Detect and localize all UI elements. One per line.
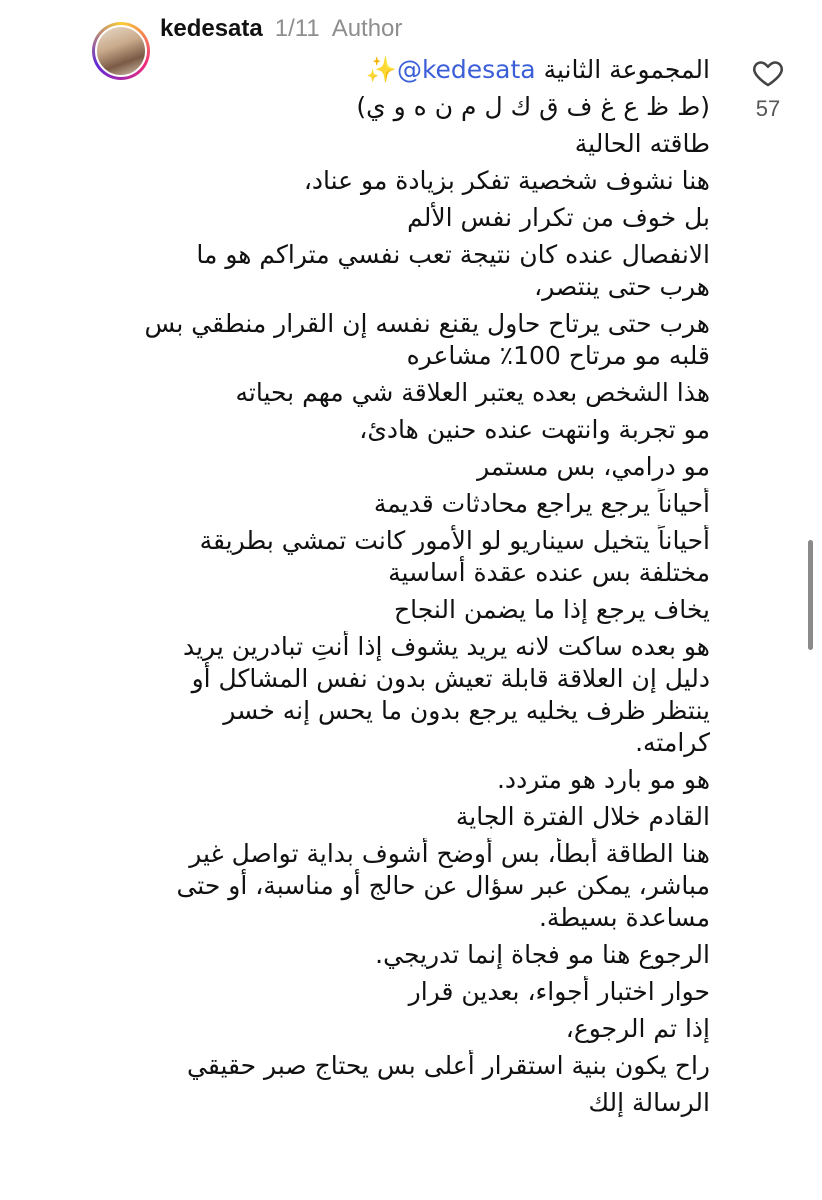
comment-line: هنا الطاقة أبطأ، بس أوضح أشوف بداية تواصل غير (189, 839, 710, 868)
comment-line: هرب حتى ينتصر، (534, 272, 710, 301)
comment-line: (ط ظ ع غ ف ق ك ل م ن ه و ي) (356, 92, 710, 121)
author-badge: Author (331, 15, 403, 42)
comment-line: هو مو بارد هو متردد. (496, 765, 710, 794)
comment-line: قلبه مو مرتاح 100٪ مشاعره (406, 341, 710, 370)
comment-line: حوار اختبار أجواء، بعدين قرار (408, 977, 710, 1006)
comment-paragraph (100, 594, 710, 626)
comment-line: الرسالة إلك (588, 1088, 710, 1117)
comment-paragraph (100, 165, 710, 197)
author-username[interactable]: kedesata (160, 15, 263, 42)
comment-paragraph (100, 414, 710, 446)
comment-line: هو بعده ساكت لانه يريد يشوف إذا أنتِ تبادرين يريد (182, 632, 710, 661)
scrollbar[interactable] (808, 540, 813, 650)
comment-line: راح يكون بنية استقرار أعلى بس يحتاج صبر حقيقي (186, 1051, 710, 1080)
comment-line: مباشر، يمكن عبر سؤال عن حالج أو مناسبة، أو حتى (176, 871, 710, 900)
comment-line: إذا تم الرجوع، (565, 1014, 710, 1043)
comment-paragraph (100, 939, 710, 971)
comment-paragraph (100, 239, 710, 303)
like-area (740, 56, 796, 122)
comment-paragraph (100, 488, 710, 520)
sparkle-icon: ✨ (365, 55, 397, 84)
comment-paragraph (100, 1050, 710, 1082)
comment-line: الانفصال عنده كان نتيجة تعب نفسي متراكم هو ما (196, 240, 710, 269)
comment-paragraph (100, 202, 710, 234)
comment-line: أحياناً يتخيل سيناريو لو الأمور كانت تمشي بطريقة (199, 526, 710, 555)
comment-line: ينتظر ظرف يخليه يرجع بدون ما يحس إنه خسر (223, 696, 710, 725)
comment-paragraph (100, 451, 710, 483)
comment-line: المجموعة الثانية (543, 55, 710, 84)
comment-paragraph (100, 308, 710, 372)
comment-line: أحياناً يرجع يراجع محادثات قديمة (373, 489, 710, 518)
comment-paragraph (100, 128, 710, 160)
comment-line: هرب حتى يرتاح حاول يقنع نفسه إن القرار منطقي بس (144, 309, 710, 338)
comment-date: 1/11 (274, 15, 320, 42)
comment-line: دليل إن العلاقة قابلة تعيش بدون نفس المشاكل أو (191, 664, 710, 693)
comment-paragraph (100, 525, 710, 589)
comment-line: كرامته. (635, 728, 710, 757)
comment-line: طاقته الحالية (574, 129, 710, 158)
comment-line: هذا الشخص بعده يعتبر العلاقة شي مهم بحياته (235, 378, 710, 407)
comment-first-line (100, 54, 710, 86)
comment-line: هنا نشوف شخصية تفكر بزيادة مو عناد، (303, 166, 710, 195)
comment-paragraph (100, 764, 710, 796)
comment-paragraph (100, 1013, 710, 1045)
comment-line: مو تجربة وانتهت عنده حنين هادئ، (359, 415, 710, 444)
comment-paragraph (100, 631, 710, 759)
comment-body (100, 54, 710, 1124)
comment-line: مختلفة بس عنده عقدة أساسية (388, 558, 710, 587)
comment-line: بل خوف من تكرار نفس الألم (407, 203, 710, 232)
comment-line: مساعدة بسيطة. (538, 903, 710, 932)
comment-paragraph (100, 377, 710, 409)
like-count: 57 (755, 96, 781, 121)
comment-paragraph (100, 838, 710, 934)
comment-line: مو درامي، بس مستمر (477, 452, 710, 481)
comment-header (160, 12, 402, 46)
heart-outline-icon[interactable] (751, 56, 785, 90)
comment-paragraph (100, 976, 710, 1008)
comment-paragraph (100, 91, 710, 123)
comment-lines (100, 91, 710, 1119)
comment-paragraph (100, 801, 710, 833)
comment-line: الرجوع هنا مو فجاة إنما تدريجي. (375, 940, 710, 969)
mention-link[interactable]: @kedesata (396, 55, 536, 84)
comment-line: يخاف يرجع إذا ما يضمن النجاح (393, 595, 710, 624)
comment-line: القادم خلال الفترة الجاية (455, 802, 710, 831)
comment-paragraph (100, 1087, 710, 1119)
